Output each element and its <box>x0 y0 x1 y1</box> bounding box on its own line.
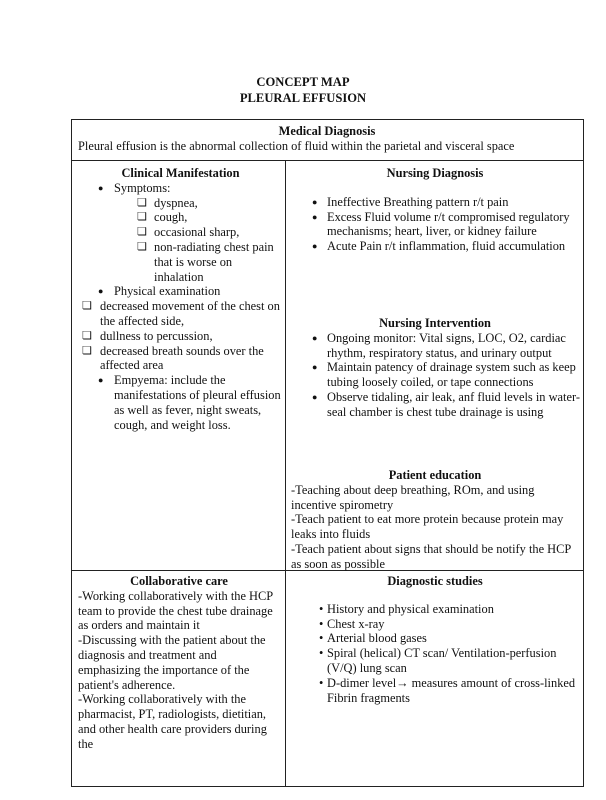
clinical-manifestation-list <box>78 181 283 433</box>
medical-diagnosis-definition: Pleural effusion is the abnormal collection of fluid within the parietal and visceral space <box>78 138 515 153</box>
diagnostic-studies-section <box>289 574 581 705</box>
diagnostic-studies-heading: Diagnostic studies <box>387 574 483 588</box>
collaborative-care-line: -Working collaboratively with the pharmacist, PT, radiologists, dietitian, and other health care providers during the <box>78 692 267 751</box>
list-item: • D-dimer level→ measures amount of cross-linked Fibrin fragments <box>289 676 581 706</box>
nursing-diagnosis-section <box>289 166 581 254</box>
list-item: ❏ decreased movement of the chest on the affected side, <box>78 299 283 329</box>
medical-diagnosis-heading: Medical Diagnosis <box>278 124 376 138</box>
physical-exam-label: ● Physical examination <box>78 284 283 299</box>
collaborative-care-section <box>76 574 282 752</box>
list-item: ❏ dullness to percussion, <box>78 329 283 344</box>
concept-map-table <box>71 119 584 787</box>
list-item: ● Observe tidaling, air leak, anf fluid levels in water-seal chamber is chest tube drainage is using <box>289 390 581 420</box>
collaborative-care-heading: Collaborative care <box>130 574 228 588</box>
empyema-item: ● Empyema: include the manifestations of pleural effusion as well as fever, night sweats, cough, and weight loss. <box>78 373 283 432</box>
patient-education-heading: Patient education <box>388 468 482 482</box>
patient-education-line: -Teach patient to eat more protein because protein may leaks into fluids <box>291 512 564 542</box>
medical-diagnosis-section <box>72 124 582 154</box>
list-item: ● Maintain patency of drainage system such as keep tubing loosely coiled, or tape connections <box>289 360 581 390</box>
nursing-intervention-heading: Nursing Intervention <box>379 316 491 330</box>
clinical-manifestation-section <box>78 166 283 432</box>
page-subtitle: PLEURAL EFFUSION <box>239 91 367 105</box>
page-title: CONCEPT MAP <box>256 75 350 89</box>
patient-education-section <box>289 468 581 572</box>
list-item: ❏ decreased breath sounds over the affected area <box>78 344 283 374</box>
list-item: • Chest x-ray <box>289 617 581 632</box>
nursing-diagnosis-list <box>289 195 581 254</box>
list-item: ❏ non-radiating chest pain that is worse on inhalation <box>78 240 283 284</box>
list-item: • Arterial blood gases <box>289 631 581 646</box>
list-item: • Spiral (helical) CT scan/ Ventilation-perfusion (V/Q) lung scan <box>289 646 581 676</box>
list-item: ● Ineffective Breathing pattern r/t pain <box>289 195 581 210</box>
list-item: ● Ongoing monitor: Vital signs, LOC, O2, cardiac rhythm, respiratory status, and urinary output <box>289 331 581 361</box>
diagnostic-studies-list <box>289 602 581 706</box>
list-item: ❏ dyspnea, <box>78 196 283 211</box>
clinical-manifestation-heading: Clinical Manifestation <box>121 166 240 180</box>
list-item: ❏ occasional sharp, <box>78 225 283 240</box>
list-item: ● Excess Fluid volume r/t compromised regulatory mechanisms; heart, liver, or kidney failure <box>289 210 581 240</box>
divider-vertical <box>285 160 286 786</box>
collaborative-care-line: -Working collaboratively with the HCP team to provide the chest tube drainage as orders and maintain it <box>78 588 273 633</box>
nursing-intervention-section <box>289 316 581 420</box>
collaborative-care-line: -Discussing with the patient about the diagnosis and treatment and emphasizing the importance of the patient's adherence. <box>78 633 266 692</box>
patient-education-line: -Teach patient about signs that should be notify the HCP as soon as possible <box>291 541 571 571</box>
patient-education-line: -Teaching about deep breathing, ROm, and using incentive spirometry <box>291 482 535 512</box>
nursing-diagnosis-heading: Nursing Diagnosis <box>386 166 484 180</box>
list-item: ❏ cough, <box>78 210 283 225</box>
divider-top <box>72 160 583 161</box>
list-item: ● Acute Pain r/t inflammation, fluid accumulation <box>289 239 581 254</box>
list-item: • History and physical examination <box>289 602 581 617</box>
nursing-intervention-list <box>289 331 581 420</box>
symptoms-label: ● Symptoms: <box>78 181 283 196</box>
